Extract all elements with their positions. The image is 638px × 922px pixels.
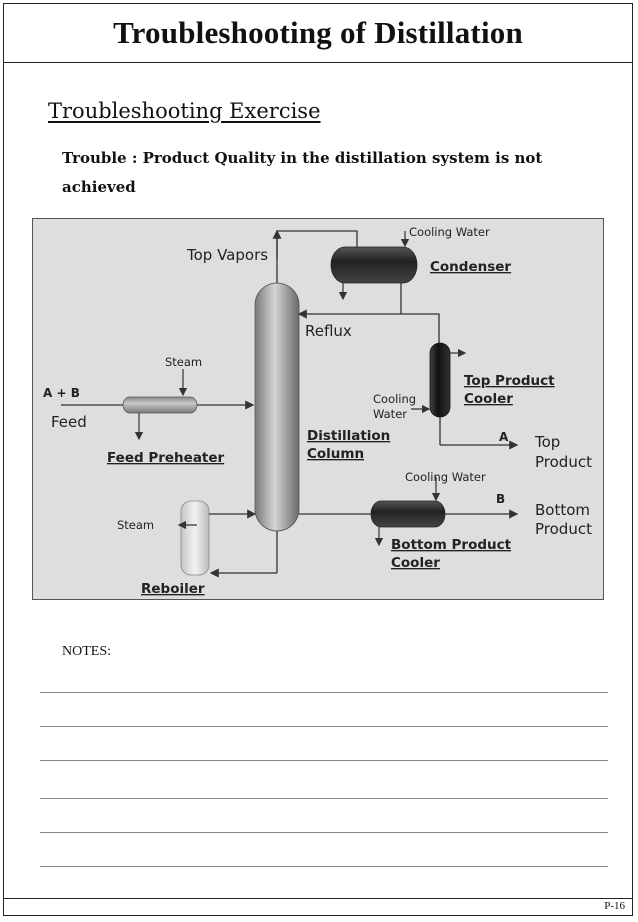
- page-number: P-16: [604, 900, 625, 912]
- distillation-diagram: [32, 218, 604, 600]
- label-bottom-product-1: Bottom: [535, 501, 591, 519]
- bottom-product-cooler-vessel: [371, 501, 445, 527]
- top-product-cooler-vessel: [430, 343, 450, 417]
- title-bar: [3, 3, 633, 63]
- trouble-statement: Trouble : Product Quality in the distillation system is not achieved: [62, 149, 543, 196]
- label-reboiler: Reboiler: [141, 581, 205, 597]
- label-bottom-product-cooler-2: Cooler: [391, 555, 440, 571]
- note-line[interactable]: [40, 760, 608, 761]
- label-steam-feed: Steam: [165, 355, 203, 369]
- note-line[interactable]: [40, 726, 608, 727]
- label-bottom-product-cooler-1: Bottom Product: [391, 537, 512, 553]
- to-top-cooler-line: [401, 314, 439, 344]
- page-title: Troubleshooting of Distillation: [113, 14, 523, 50]
- label-reflux: Reflux: [305, 322, 352, 340]
- condenser-vessel: [331, 247, 417, 283]
- label-cooling-water-condenser: Cooling Water: [409, 225, 490, 239]
- label-steam-reboiler: Steam: [117, 518, 155, 532]
- note-line[interactable]: [40, 692, 608, 693]
- label-stream-a: A: [499, 430, 509, 444]
- label-cooling-water-bpc: Cooling Water: [405, 470, 486, 484]
- label-top-product-cooler-2: Cooler: [464, 391, 513, 407]
- label-stream-b: B: [496, 492, 506, 506]
- note-line[interactable]: [40, 832, 608, 833]
- notes-label: NOTES:: [62, 644, 111, 659]
- label-top-product-1: Top: [535, 433, 561, 451]
- distillation-column-vessel: [255, 283, 299, 531]
- note-line[interactable]: [40, 798, 608, 799]
- label-distillation-column-1: Distillation: [307, 428, 391, 444]
- label-top-product-2: Product: [535, 453, 592, 471]
- note-line[interactable]: [40, 866, 608, 867]
- diagram-svg: [33, 219, 605, 601]
- reboiler-vessel: [181, 501, 209, 575]
- label-bottom-product-2: Product: [535, 520, 592, 538]
- label-feed-ab: A + B: [43, 386, 80, 400]
- label-cooling-tpc-2: Water: [373, 407, 407, 421]
- label-condenser: Condenser: [430, 259, 512, 275]
- label-cooling-tpc-1: Cooling: [373, 392, 417, 406]
- label-top-product-cooler-1: Top Product: [464, 373, 555, 389]
- label-distillation-column-2: Column: [307, 446, 365, 462]
- feed-preheater-vessel: [123, 397, 197, 413]
- section-heading: Troubleshooting Exercise: [48, 99, 321, 123]
- label-top-vapors: Top Vapors: [187, 246, 269, 264]
- footer-bar: [3, 898, 633, 916]
- label-feed-preheater: Feed Preheater: [107, 450, 225, 466]
- label-feed: Feed: [51, 413, 87, 431]
